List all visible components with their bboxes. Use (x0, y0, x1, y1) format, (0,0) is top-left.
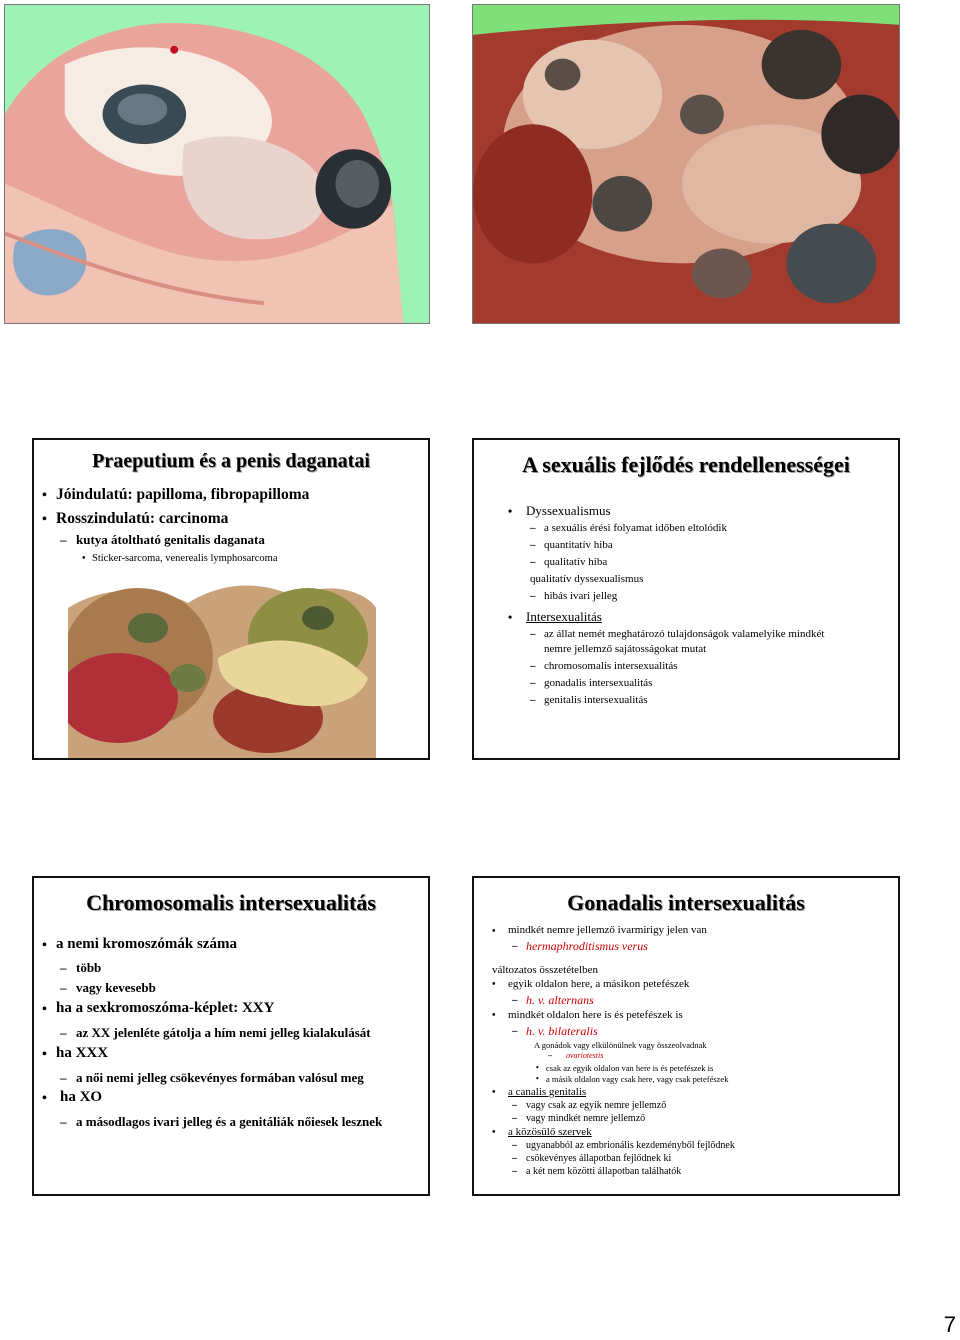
list-item: genitalis intersexualitás (544, 694, 648, 706)
page-number: 7 (943, 1312, 956, 1337)
dash-marker: – (530, 660, 536, 672)
dash-marker: – (530, 522, 536, 534)
list-item: vagy csak az egyik nemre jellemző (526, 1100, 667, 1111)
bullet-marker: • (492, 1010, 496, 1021)
bullet-marker: • (42, 1002, 47, 1017)
list-item: mindkét nemre jellemző ivarmirigy jelen van (508, 924, 707, 936)
bullet-marker: • (492, 926, 496, 937)
slide-title: Gonadalis intersexualitás (567, 890, 805, 915)
list-item: hermaphroditismus verus (526, 939, 648, 953)
list-item: az XX jelenléte gátolja a hím nemi jelleg kialakulását (76, 1025, 371, 1040)
list-item: a másodlagos ivari jelleg és a genitáliák nőiesek lesznek (76, 1114, 383, 1129)
bullet-marker: • (492, 1087, 496, 1098)
bullet-marker: • (42, 488, 47, 503)
slide-title: Chromosomalis intersexualitás (86, 890, 376, 915)
dash-marker: – (60, 1114, 67, 1129)
list-item: Rosszindulatú: carcinoma (56, 510, 229, 527)
list-item: több (76, 960, 102, 975)
list-item: Jóindulatú: papilloma, fibropapilloma (56, 486, 310, 503)
list-item: ha a sexkromoszóma-képlet: XXY (56, 1000, 275, 1016)
dash-marker: – (512, 1113, 517, 1124)
dash-marker: – (530, 677, 536, 689)
list-item: kutya átoltható genitalis daganata (76, 532, 265, 547)
list-item: ovariotestis (566, 1051, 604, 1060)
slide-chromosomalis (32, 876, 430, 1196)
list-item: vagy kevesebb (76, 980, 156, 995)
bullet-marker: • (42, 938, 47, 953)
list-item: qualitatív dyssexualismus (530, 573, 644, 585)
photo-sticker-sarcoma (68, 568, 376, 758)
bullet-marker: • (82, 553, 86, 564)
bullet-marker: • (536, 1074, 539, 1083)
bullet-marker: • (492, 1127, 496, 1138)
dash-marker: – (60, 1070, 67, 1085)
list-item: csökevényes állapotban fejlődnek ki (526, 1153, 672, 1164)
list-item: a sexuális érési folyamat időben eltolódik (544, 522, 727, 534)
list-item: Sticker-sarcoma, venerealis lymphosarcoma (92, 553, 278, 564)
dash-marker: – (530, 539, 536, 551)
list-item: a női nemi jelleg csökevényes formában valósul meg (76, 1070, 364, 1085)
dash-marker: – (60, 980, 67, 995)
list-item: egyik oldalon here, a másikon petefészek (508, 978, 690, 990)
bullet-marker: • (536, 1063, 539, 1072)
dash-marker: – (548, 1051, 552, 1060)
list-item: qualitatív hiba (544, 556, 608, 568)
dash-marker: – (530, 628, 536, 640)
list-item: ugyanabból az embrionális kezdeményből fejlődnek (526, 1140, 735, 1151)
list-item: A gonádok vagy elkülönülnek vagy összeolvadnak (534, 1040, 707, 1050)
list-item: gonadalis intersexualitás (544, 677, 653, 689)
list-item: a nemi kromoszómák száma (56, 936, 237, 952)
dash-marker: – (512, 1100, 517, 1111)
bullet-marker: • (42, 1047, 47, 1062)
list-item: vagy mindkét nemre jellemző (526, 1113, 646, 1124)
dash-marker: – (512, 1140, 517, 1151)
list-item: quantitatív hiba (544, 539, 613, 551)
bullet-marker: • (508, 610, 513, 624)
list-item: h. v. alternans (526, 993, 594, 1007)
slide-title: A sexuális fejlődés rendellenességei (522, 452, 850, 477)
list-item: az állat nemét meghatározó tulajdonságok valamelyike mindkét (544, 628, 825, 640)
slide-title: Praeputium és a penis daganatai (92, 450, 370, 472)
dash-marker: – (530, 590, 536, 602)
list-item: h. v. bilateralis (526, 1024, 598, 1038)
photo-specimen-right (472, 4, 900, 324)
list-item: csak az egyik oldalon van here is és petefészek is (546, 1063, 714, 1073)
bullet-marker: • (508, 504, 513, 518)
dash-marker: – (512, 940, 518, 952)
list-item: nemre jellemző sajátosságokat mutat (544, 643, 707, 655)
list-item: Intersexualitás (526, 609, 602, 624)
bullet-marker: • (42, 1091, 47, 1106)
list-item: ha XXX (56, 1045, 109, 1061)
dash-marker: – (60, 960, 67, 975)
slide-gonadalis (472, 876, 900, 1196)
dash-marker: – (512, 1153, 517, 1164)
dash-marker: – (530, 556, 536, 568)
dash-marker: – (530, 694, 536, 706)
dash-marker: – (60, 1025, 67, 1040)
list-item: változatos összetételben (492, 964, 598, 976)
list-item: a canalis genitalis (508, 1086, 587, 1098)
dash-marker: – (512, 1025, 518, 1037)
list-item: a közösülő szervek (508, 1126, 592, 1138)
bullet-marker: • (42, 512, 47, 527)
list-item: a másik oldalon vagy csak here, vagy csak petefészek (546, 1074, 729, 1084)
list-item: Dyssexualismus (526, 503, 611, 518)
photo-specimen-left (4, 4, 430, 324)
list-item: a két nem közötti állapotban találhatók (526, 1166, 682, 1177)
dash-marker: – (512, 1166, 517, 1177)
bullet-marker: • (492, 979, 496, 990)
dash-marker: – (60, 532, 67, 547)
list-item: ha XO (60, 1089, 103, 1105)
slide-sexualis-fejlodes (472, 438, 900, 760)
list-item: mindkét oldalon here is és petefészek is (508, 1009, 683, 1021)
list-item: chromosomalis intersexualitás (544, 660, 678, 672)
slide-praeputium (32, 438, 430, 760)
list-item: hibás ivari jelleg (544, 590, 618, 602)
dash-marker: – (512, 994, 518, 1006)
